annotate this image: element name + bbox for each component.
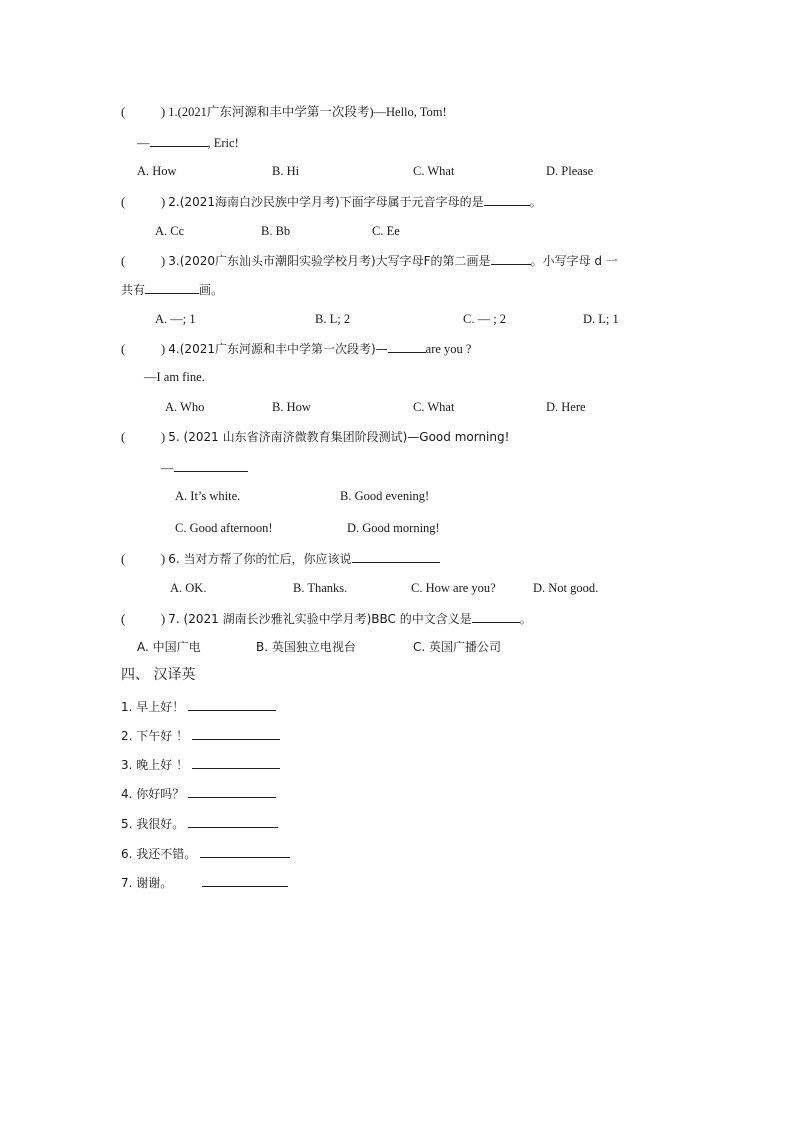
translation-item: [121, 874, 288, 890]
answer-paren-open: (: [121, 105, 126, 119]
option-a: A. OK.: [170, 581, 207, 595]
question-text: 3.(2020广东汕头市潮阳实验学校月考)大写字母F的第二画是: [168, 254, 491, 268]
answer-blank[interactable]: [491, 252, 531, 265]
item-prompt: 7. 谢谢。: [121, 876, 173, 890]
option-c: C. 英国广播公司: [413, 640, 502, 654]
option-c: C. Good afternoon!: [175, 521, 273, 535]
answer-paren-close: ): [161, 105, 166, 119]
translation-item: [121, 815, 278, 831]
question-text: 1.(2021广东河源和丰中学第一次段考)—Hello, Tom!: [168, 105, 447, 119]
answer-blank[interactable]: [352, 550, 440, 563]
item-prompt: 2. 下午好 ！: [121, 729, 189, 743]
dash: —: [137, 136, 150, 150]
translation-item: [121, 698, 276, 714]
question-text-end: are you ?: [425, 342, 472, 356]
option-a: A. It’s white.: [175, 489, 241, 503]
question-text: 共有: [121, 283, 146, 297]
question-text: 2.(2021海南白沙民族中学月考)下面字母属于元音字母的是: [168, 195, 484, 209]
option-b: B. Thanks.: [293, 581, 348, 595]
answer-blank[interactable]: [192, 727, 280, 740]
question-6-stem: [121, 550, 440, 566]
option-c: C. How are you?: [411, 581, 496, 595]
question-1-reply: [137, 134, 239, 150]
option-c: C. What: [413, 164, 455, 178]
option-a: A. Who: [165, 400, 205, 414]
answer-paren-close: ): [161, 342, 166, 356]
answer-blank[interactable]: [388, 340, 426, 353]
option-d: D. Not good.: [533, 581, 599, 595]
answer-paren-close: ): [161, 430, 166, 444]
answer-paren-close: ): [161, 254, 166, 268]
answer-blank[interactable]: [472, 610, 520, 623]
question-text-end: 。: [529, 195, 542, 209]
option-b: B. 英国独立电视台: [256, 640, 356, 654]
question-2-stem: [121, 193, 542, 209]
option-a: A. Cc: [155, 224, 185, 238]
question-3-stem-line2: [121, 281, 223, 297]
answer-blank[interactable]: [200, 845, 290, 858]
option-a: A. —; 1: [155, 312, 196, 326]
option-d: D. Here: [546, 400, 586, 414]
item-prompt: 5. 我很好。: [121, 817, 185, 831]
item-prompt: 1. 早上好！: [121, 700, 185, 714]
answer-paren-open: (: [121, 195, 126, 209]
answer-blank[interactable]: [202, 874, 288, 887]
answer-blank[interactable]: [150, 134, 208, 147]
question-text-end: 。: [519, 612, 532, 626]
option-d: D. L; 1: [583, 312, 619, 326]
option-a: A. How: [137, 164, 177, 178]
option-a: A. 中国广电: [137, 640, 201, 654]
option-b: B. Bb: [261, 224, 291, 238]
translation-item: [121, 727, 280, 743]
option-c: C. Ee: [372, 224, 400, 238]
question-text: 5. (2021 山东省济南济微教育集团阶段测试)—Good morning!: [168, 430, 510, 444]
answer-blank[interactable]: [145, 281, 199, 294]
option-b: B. How: [272, 400, 311, 414]
answer-blank[interactable]: [188, 815, 278, 828]
question-text-end: 画。: [199, 283, 224, 297]
question-3-stem: [121, 252, 618, 268]
question-5-reply: [161, 459, 248, 475]
item-prompt: 6. 我还不错。: [121, 847, 197, 861]
question-text-mid: 。小写字母 d 一: [530, 254, 618, 268]
option-c: C. — ; 2: [463, 312, 507, 326]
answer-paren-open: (: [121, 254, 126, 268]
question-7-stem: [121, 610, 532, 626]
item-prompt: 4. 你好吗？: [121, 787, 185, 801]
question-4-stem: [121, 340, 471, 356]
answer-blank[interactable]: [192, 756, 280, 769]
question-4-reply: —I am fine.: [144, 370, 205, 384]
question-1-stem: [121, 104, 447, 120]
section-heading: 四、 汉译英: [121, 667, 196, 683]
question-text: 4.(2021广东河源和丰中学第一次段考)—: [168, 342, 388, 356]
option-d: D. Good morning!: [347, 521, 440, 535]
option-c: C. What: [413, 400, 455, 414]
answer-paren-open: (: [121, 342, 126, 356]
reply-suffix: , Eric!: [207, 136, 239, 150]
question-text: 6. 当对方帮了你的忙后，你应该说: [168, 552, 352, 566]
item-prompt: 3. 晚上好 ！: [121, 758, 189, 772]
answer-paren-close: ): [161, 195, 166, 209]
translation-item: [121, 785, 276, 801]
option-b: B. L; 2: [315, 312, 351, 326]
dash: —: [161, 461, 174, 475]
answer-blank[interactable]: [484, 193, 530, 206]
answer-paren-open: (: [121, 612, 126, 626]
answer-paren-close: ): [161, 552, 166, 566]
option-b: B. Hi: [272, 164, 300, 178]
answer-paren-close: ): [161, 612, 166, 626]
answer-blank[interactable]: [188, 785, 276, 798]
translation-item: [121, 756, 280, 772]
answer-paren-open: (: [121, 552, 126, 566]
option-d: D. Please: [546, 164, 594, 178]
answer-blank[interactable]: [174, 459, 248, 472]
option-b: B. Good evening!: [340, 489, 430, 503]
question-text: 7. (2021 湖南长沙雅礼实验中学月考)BBC 的中文含义是: [168, 612, 472, 626]
translation-item: [121, 845, 290, 861]
answer-blank[interactable]: [188, 698, 276, 711]
answer-paren-open: (: [121, 430, 126, 444]
question-5-stem: [121, 429, 509, 445]
